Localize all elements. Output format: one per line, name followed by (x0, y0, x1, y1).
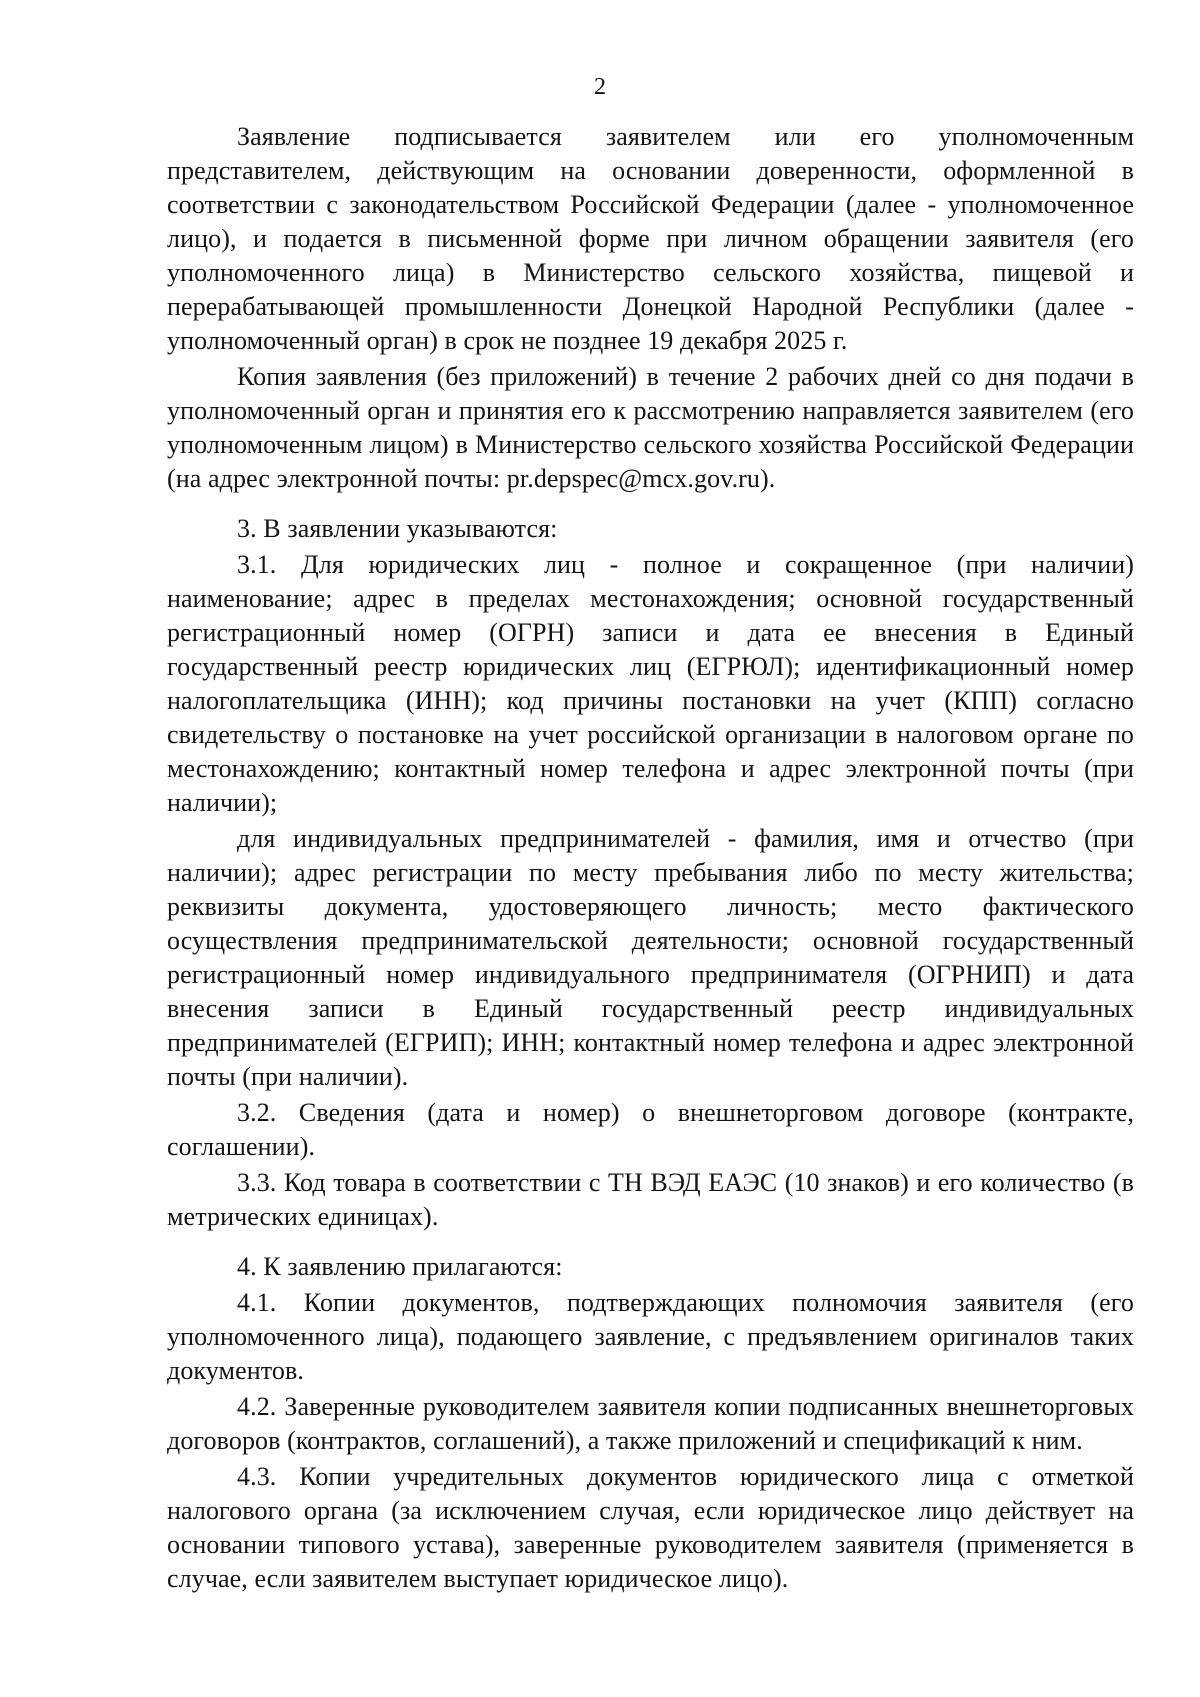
paragraph-application-copy: Копия заявления (без приложений) в течение 2 рабочих дней со дня подачи в уполномоченный орган и принятия его к рассмотрению направляется заявителем (его уполномоченным лицом) в Министерство сельского хозяйства Российской Федерации (на адрес электронной почты: pr.depspec@mcx.gov.ru). (167, 362, 1134, 493)
page-number: 2 (594, 74, 606, 100)
item-3-1-legal-entities: 3.1. Для юридических лиц - полное и сокращенное (при наличии) наименование; адрес в пределах местонахождения; основной государственный регистрационный номер (ОГРН) записи и дата ее внесения в Единый государственный реестр юридических лиц (ЕГРЮЛ); идентификационный номер налогоплательщика (ИНН); код причины постановки на учет (КПП) согласно свидетельству о постановке на учет российской организации в налоговом органе по местонахождению; контактный номер телефона и адрес электронной почты (при наличии); (167, 550, 1134, 817)
item-4-1-authority-documents: 4.1. Копии документов, подтверждающих полномочия заявителя (его уполномоченного лица), подающего заявление, с предъявлением оригиналов таких документов. (167, 1288, 1134, 1385)
paragraph-application-signing: Заявление подписывается заявителем или его уполномоченным представителем, действующим на основании доверенности, оформленной в соответствии с законодательством Российской Федерации (далее - уполномоченное лицо), и подается в письменной форме при личном обращении заявителя (его уполномоченного лица) в Министерство сельского хозяйства, пищевой и перерабатывающей промышленности Донецкой Народной Республики (далее - уполномоченный орган) в срок не позднее 19 декабря 2025 г. (167, 122, 1134, 355)
section-4-heading: 4. К заявлению прилагаются: (237, 1252, 563, 1281)
item-3-3-product-code: 3.3. Код товара в соответствии с ТН ВЭД ЕАЭС (10 знаков) и его количество (в метрических единицах). (167, 1168, 1134, 1231)
document-body (167, 120, 1134, 1596)
item-4-2-certified-contracts: 4.2. Заверенные руководителем заявителя копии подписанных внешнеторговых договоров (контрактов, соглашений), а также приложений и спецификаций к ним. (167, 1392, 1134, 1455)
item-3-1-individual-entrepreneurs: для индивидуальных предпринимателей - фамилия, имя и отчество (при наличии); адрес регистрации по месту пребывания либо по месту жительства; реквизиты документа, удостоверяющего личность; место фактического осуществления предпринимательской деятельности; основной государственный регистрационный номер индивидуального предпринимателя (ОГРНИП) и дата внесения записи в Единый государственный реестр индивидуальных предпринимателей (ЕГРИП); ИНН; контактный номер телефона и адрес электронной почты (при наличии). (167, 824, 1134, 1091)
item-4-3-founding-documents: 4.3. Копии учредительных документов юридического лица с отметкой налогового органа (за исключением случая, если юридическое лицо действует на основании типового устава), заверенные руководителем заявителя (применяется в случае, если заявителем выступает юридическое лицо). (167, 1462, 1134, 1593)
section-3-heading: 3. В заявлении указываются: (237, 514, 558, 543)
item-3-2-contract-details: 3.2. Сведения (дата и номер) о внешнеторговом договоре (контракте, соглашении). (167, 1098, 1134, 1161)
